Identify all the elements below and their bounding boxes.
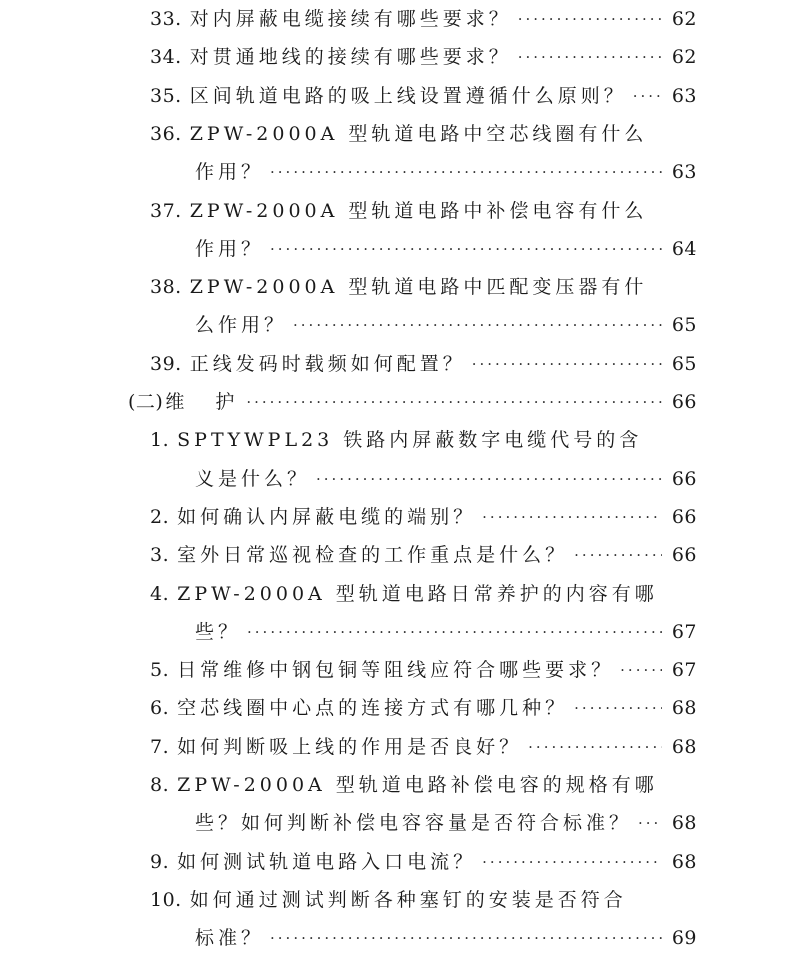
leader-dots (574, 693, 662, 723)
section-title: 维 护 (165, 391, 241, 413)
page-number: 64 (671, 237, 697, 260)
page-number: 66 (671, 467, 697, 490)
entry-number: 9. (150, 850, 170, 873)
toc-line (150, 196, 647, 226)
toc-line (195, 310, 697, 340)
entry-title: 对内屏蔽电缆接续有哪些要求？ (189, 8, 512, 30)
toc-line (150, 847, 697, 877)
toc-line (150, 770, 658, 800)
entry-number: 33. (150, 8, 182, 30)
toc-line (150, 579, 658, 609)
page-number: 65 (671, 314, 697, 337)
leader-dots (246, 387, 661, 417)
toc-line (195, 157, 697, 187)
entry-number: 10. (150, 888, 182, 911)
entry-title-continued: 标准？ (195, 927, 265, 950)
page-number: 65 (671, 352, 697, 375)
entry-number: 2. (150, 505, 170, 528)
toc-line (150, 502, 697, 532)
entry-number: 3. (150, 544, 170, 567)
leader-dots (247, 617, 662, 647)
toc-line (150, 425, 642, 455)
page-number: 66 (671, 544, 697, 567)
toc-line (128, 387, 697, 417)
entry-title: 区间轨道电路的吸上线设置遵循什么原则？ (189, 84, 627, 107)
entry-title: 正线发码时载频如何配置？ (189, 352, 466, 375)
entry-title-continued: 作用？ (195, 237, 265, 260)
page-number: 62 (671, 46, 697, 69)
entry-title: 如何判断吸上线的作用是否良好？ (177, 735, 523, 758)
entry-title: ZPW-2000A 型轨道电路中空芯线圈有什么 (189, 122, 648, 145)
leader-dots (518, 4, 662, 34)
entry-number: 6. (150, 697, 170, 720)
entry-number: 38. (150, 276, 182, 299)
page-number: 68 (671, 850, 697, 873)
entry-title: ZPW-2000A 型轨道电路中匹配变压器有什 (189, 276, 648, 299)
entry-title: ZPW-2000A 型轨道电路补偿电容的规格有哪 (177, 774, 658, 796)
entry-title: ZPW-2000A 型轨道电路日常养护的内容有哪 (177, 582, 658, 605)
entry-title-continued: 么作用？ (195, 314, 288, 337)
page-number: 67 (671, 659, 697, 682)
page-number: 63 (671, 84, 697, 107)
entry-number: 35. (150, 84, 182, 107)
leader-dots (472, 349, 662, 379)
entry-title: 日常维修中钢包铜等阻线应符合哪些要求？ (177, 659, 615, 682)
entry-title: 空芯线圈中心点的连接方式有哪几种？ (177, 697, 569, 720)
page-number: 66 (671, 391, 697, 413)
toc-line (195, 923, 697, 953)
entry-title: 如何通过测试判断各种塞钉的安装是否符合 (189, 888, 627, 911)
page-number: 67 (671, 620, 697, 643)
leader-dots (316, 464, 662, 494)
entry-number: 4. (150, 582, 170, 605)
section-number: (二) (128, 391, 164, 413)
toc-line (150, 42, 697, 72)
entry-title: 如何测试轨道电路入口电流？ (177, 850, 477, 873)
leader-dots (638, 808, 662, 838)
leader-dots (270, 234, 662, 264)
page-number: 68 (671, 697, 697, 720)
entry-number: 7. (150, 735, 170, 758)
leader-dots (518, 42, 662, 72)
toc-line (150, 885, 627, 915)
page-number: 62 (671, 8, 697, 30)
toc-line (195, 464, 697, 494)
entry-title-continued: 些？如何判断补偿电容容量是否符合标准？ (195, 812, 633, 835)
toc-line (150, 349, 697, 379)
leader-dots (482, 847, 662, 877)
leader-dots (633, 81, 662, 111)
page-number: 63 (671, 161, 697, 184)
leader-dots (482, 502, 662, 532)
leader-dots (574, 540, 662, 570)
entry-title-continued: 些？ (195, 620, 242, 643)
page-number: 69 (671, 927, 697, 950)
leader-dots (270, 923, 662, 953)
toc-line (150, 693, 697, 723)
toc-line (150, 119, 647, 149)
entry-number: 34. (150, 46, 182, 69)
toc-line (195, 234, 697, 264)
leader-dots (270, 157, 662, 187)
toc-line (195, 808, 697, 838)
toc-line (150, 655, 697, 685)
entry-title-continued: 义是什么？ (195, 467, 311, 490)
page-number: 68 (671, 735, 697, 758)
leader-dots (620, 655, 662, 685)
entry-number: 36. (150, 122, 182, 145)
entry-title: SPTYWPL23 铁路内屏蔽数字电缆代号的含 (177, 429, 643, 452)
toc-line (150, 540, 697, 570)
toc-line (150, 732, 697, 762)
toc-line (195, 617, 697, 647)
toc-line (150, 4, 697, 34)
toc-line (150, 272, 647, 302)
entry-title: 室外日常巡视检查的工作重点是什么？ (177, 544, 569, 567)
page-number: 68 (671, 812, 697, 835)
entry-number: 5. (150, 659, 170, 682)
toc-line (150, 81, 697, 111)
entry-title-continued: 作用？ (195, 161, 265, 184)
leader-dots (293, 310, 662, 340)
entry-title: 如何确认内屏蔽电缆的端别？ (177, 505, 477, 528)
entry-title: 对贯通地线的接续有哪些要求？ (189, 46, 512, 69)
page-number: 66 (671, 505, 697, 528)
entry-number: 37. (150, 199, 182, 222)
entry-title: ZPW-2000A 型轨道电路中补偿电容有什么 (189, 199, 648, 222)
entry-number: 1. (150, 429, 170, 452)
leader-dots (528, 732, 662, 762)
entry-number: 8. (150, 774, 170, 796)
entry-number: 39. (150, 352, 182, 375)
